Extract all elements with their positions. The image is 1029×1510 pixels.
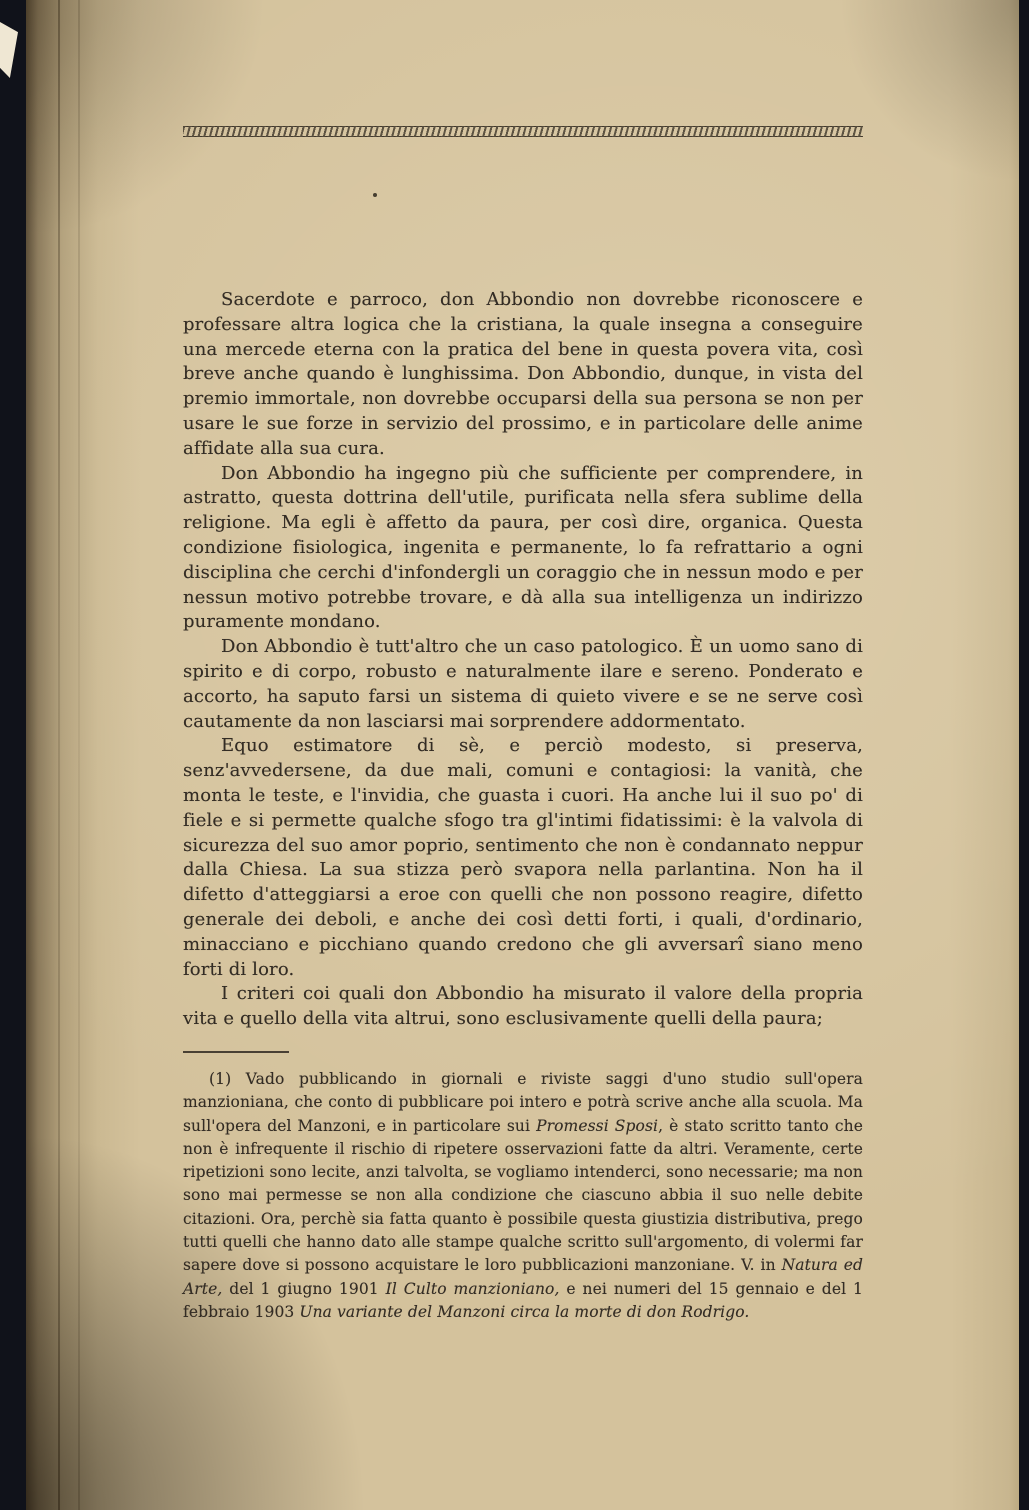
footnote-separator (183, 1051, 289, 1053)
binding-crease (78, 0, 80, 1510)
footnote-segment: del 1 giugno 1901 (222, 1279, 386, 1298)
paragraph: Don Abbondio ha ingegno più che sufficiente per comprendere, in astratto, questa dottrina dell'utile, purificata nella sfera sublime della religione. Ma egli è affetto da paura, per così dire, organica. Questa condizione fisiologica, ingenita e permanente, lo fa refrattario a ogni disciplina che cerchi d'infondergli un coraggio che in nessun modo e per nessun motivo potrebbe trovare, e dà alla sua intelligenza un indirizzo puramente mondano. (183, 462, 863, 633)
footnote-segment: Promessi Sposi (536, 1116, 659, 1135)
footnote-segment: (1) Vado pubblicando in giornali e riviste saggi d'uno studio sull'opera manzioniana, che conto di pubblicare poi intero e potrà scrive anche alla scuola. Ma sull'opera del Manzoni, e in particolare sui (183, 1069, 863, 1135)
page-text-block (183, 288, 863, 1324)
book-page (26, 0, 1019, 1510)
footnote-text (183, 1068, 863, 1324)
page-corner-sliver (0, 22, 18, 78)
ink-dot (373, 193, 377, 197)
paragraph: Don Abbondio è tutt'altro che un caso patologico. È un uomo sano di spirito e di corpo, robusto e naturalmente ilare e sereno. Ponderato e accorto, ha saputo farsi un sistema di quieto vivere e se ne serve così cautamente da non lasciarsi mai sorprendere addormentato. (183, 636, 863, 732)
footnote-segment: Il Culto manzioniano, (385, 1279, 560, 1298)
paragraph: Sacerdote e parroco, don Abbondio non dovrebbe riconoscere e professare altra logica che la cristiana, la quale insegna a conseguire una mercede eterna con la pratica del bene in questa povera vita, così breve anche quando è lunghissima. Don Abbondio, dunque, in vista del premio immortale, non dovrebbe occuparsi della sua persona se non per usare le sue forze in servizio del prossimo, e in particolare delle anime affidate alla sua cura. (183, 289, 863, 459)
paragraph: I criteri coi quali don Abbondio ha misurato il valore della propria vita e quello della vita altrui, sono esclusivamente quelli della paura; (183, 983, 863, 1030)
binding-crease (58, 0, 60, 1510)
ornamental-border (183, 126, 863, 137)
footnote-segment: Una variante del Manzoni circa la morte di don Rodrigo. (299, 1302, 750, 1321)
footnote-segment: Natura ed Arte, (183, 1256, 863, 1298)
paragraph: Equo estimatore di sè, e perciò modesto, si preserva, senz'avvedersene, da due mali, comuni e contagiosi: la vanità, che monta le teste, e l'invidia, che guasta i cuori. Ha anche lui il suo po' di fiele e si permette qualche sfogo tra gl'intimi fidatissimi: è la valvola di sicurezza del suo amor poprio, sentimento che non è condannato neppur dalla Chiesa. La sua stizza però svapora nella parlantina. Non ha il difetto d'atteggiarsi a eroe con quelli che non possono reagire, difetto generale dei deboli, e anche dei così detti forti, i quali, d'ordinario, minacciano e picchiano quando credono che gli avversarî siano meno forti di loro. (183, 735, 863, 980)
footnote-segment: , è stato scritto tanto che non è infrequente il rischio di ripetere osservazioni fatte da altri. Veramente, certe ripetizioni sono lecite, anzi talvolta, se vogliamo intenderci, sono necessarie; ma non sono mai permesse se non alla condizione che ciascuno abbia il suo nelle debite citazioni. Ora, perchè sia fatta quanto è possibile questa giustizia distributiva, prego tutti quelli che hanno dato alle stampe qualche scritto sull'argomento, di volermi far sapere dove si possono acquistare le loro pubblicazioni manzoniane. V. in (183, 1116, 864, 1275)
footnote-segment: e nei numeri del 15 gennaio e del 1 febbraio 1903 (183, 1279, 863, 1321)
